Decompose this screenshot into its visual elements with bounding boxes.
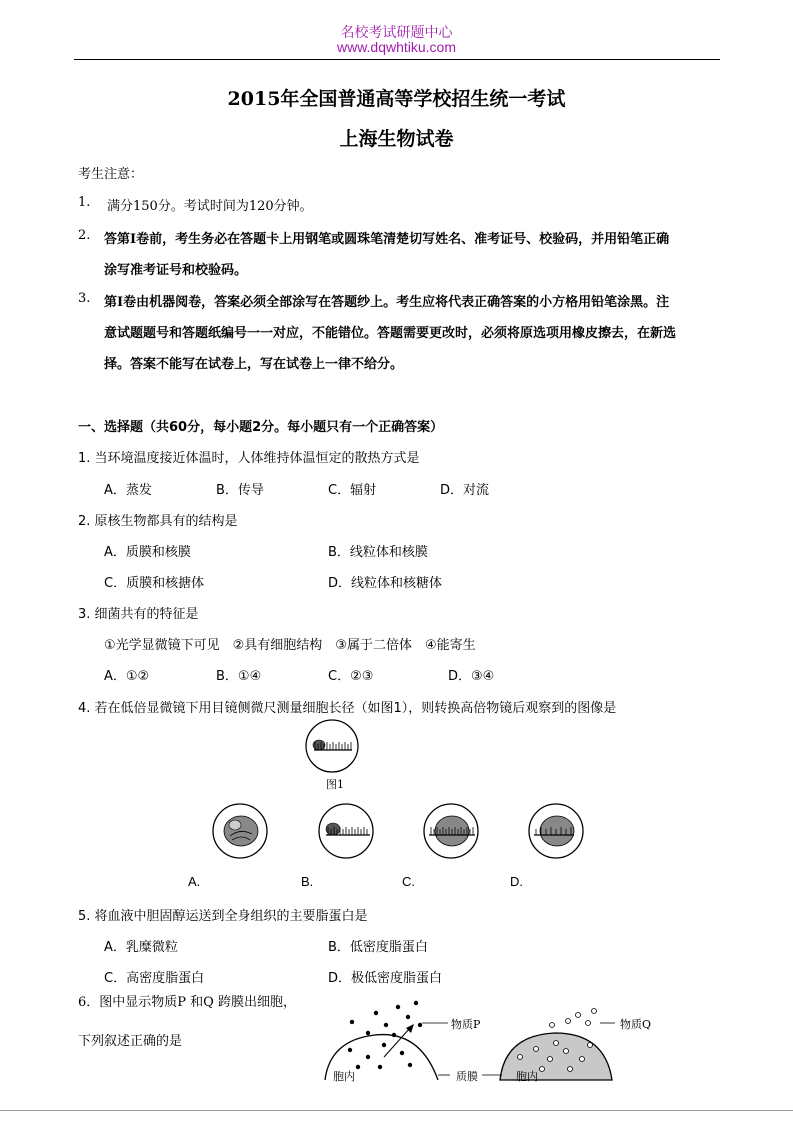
q6-label-substance-q: 物质Q — [620, 1018, 652, 1031]
q2-option-c: C．质膜和核搪体 — [104, 576, 205, 591]
notice-item-text: 意试题题号和答题纸编号一一对应，不能错位。答题需要更改时，必须将原选项用橡皮擦去，在新选 — [104, 326, 677, 341]
q6-label-substance-p: 物质P — [451, 1018, 481, 1031]
page-bottom-rule — [0, 1110, 793, 1111]
notice-item-text: 满分150分。考试时间为120分钟。 — [107, 199, 313, 214]
q3-option-b: B．①④ — [216, 669, 262, 684]
notice-item-text: 择。答案不能写在试卷上，写在试卷上一律不给分。 — [104, 357, 404, 372]
exam-subtitle: 上海生物试卷 — [339, 128, 454, 150]
q2-option-b: B．线粒体和核膜 — [328, 545, 428, 560]
q5-option-a: A．乳糜微粒 — [104, 940, 178, 955]
q3-option-a: A．①② — [104, 669, 150, 684]
section-heading: 一、选择题（共60分，每小题2分。每小题只有一个正确答案） — [78, 420, 444, 435]
figure-1-caption: 图1 — [326, 778, 344, 791]
q1-option-b: B．传导 — [216, 483, 264, 498]
q5-option-c: C．高密度脂蛋白 — [104, 971, 205, 986]
q2-option-a: A．质膜和核膜 — [104, 545, 191, 560]
question-5-stem: 5. 将血液中胆固醇运送到全身组织的主要脂蛋白是 — [78, 909, 368, 924]
notice-item-text: 涂写准考证号和校验码。 — [104, 263, 248, 278]
q3-option-c: C．②③ — [328, 669, 374, 684]
question-3-stem: 3. 细菌共有的特征是 — [78, 607, 199, 622]
q4-option-b-label: B. — [301, 874, 314, 889]
question-1-stem: 1. 当环境温度接近体温时，人体维持体温恒定的散热方式是 — [78, 451, 420, 466]
q4-option-d-image — [526, 802, 586, 862]
q4-option-c-image — [421, 802, 481, 862]
q5-option-d: D．极低密度脂蛋白 — [328, 971, 443, 986]
q1-option-d: D．对流 — [440, 483, 490, 498]
q1-option-a: A．蒸发 — [104, 483, 152, 498]
question-6-stem: 6．图中显示物质P 和Q 跨膜出细胞， — [78, 995, 296, 1010]
q2-option-d: D．线粒体和核糖体 — [328, 576, 443, 591]
q3-option-d: D．③④ — [448, 669, 495, 684]
q4-option-b-image — [316, 802, 376, 862]
figure-1-micrometer — [300, 718, 370, 778]
q6-membrane-diagram — [320, 995, 640, 1085]
notice-item-number: 1. — [78, 195, 91, 210]
notice-item-number: 3. — [78, 291, 91, 306]
notice-heading: 考生注意： — [78, 167, 144, 182]
q6-label-membrane: 质膜 — [456, 1070, 478, 1083]
header-site-name: 名校考试研题中心 — [340, 25, 453, 41]
q1-option-c: C．辐射 — [328, 483, 377, 498]
q6-label-inside-left: 胞内 — [333, 1070, 355, 1083]
question-2-stem: 2. 原核生物都具有的结构是 — [78, 514, 238, 529]
q4-option-a-label: A. — [188, 874, 201, 889]
q3-statements: ①光学显微镜下可见 ②具有细胞结构 ③属于二倍体 ④能寄生 — [104, 638, 476, 653]
q4-option-a-image — [210, 802, 270, 862]
notice-item-number: 2. — [78, 228, 91, 243]
q6-label-inside-right: 胞内 — [516, 1070, 538, 1083]
exam-title: 2015年全国普通高等学校招生统一考试 — [227, 88, 566, 110]
q5-option-b: B．低密度脂蛋白 — [328, 940, 428, 955]
notice-item-text: 第Ⅰ卷由机器阅卷，答案必须全部涂写在答题纱上。考生应将代表正确答案的小方格用铅笔涂黑。注 — [104, 295, 670, 310]
header-site-url[interactable]: www.dqwhtiku.com — [336, 39, 457, 55]
q4-option-d-label: D. — [510, 874, 523, 889]
header-divider — [74, 59, 720, 60]
notice-item-text: 答第Ⅰ卷前，考生务必在答题卡上用钢笔或圆珠笔清楚切写姓名、准考证号、校验码，并用铅笔正确 — [104, 232, 670, 247]
question-6-stem-continued: 下列叙述正确的是 — [78, 1034, 183, 1049]
q4-option-c-label: C. — [402, 874, 415, 889]
question-4-stem: 4. 若在低倍显微镜下用目镜侧微尺测量细胞长径（如图1），则转换高倍物镜后观察到的图像是 — [78, 701, 617, 716]
